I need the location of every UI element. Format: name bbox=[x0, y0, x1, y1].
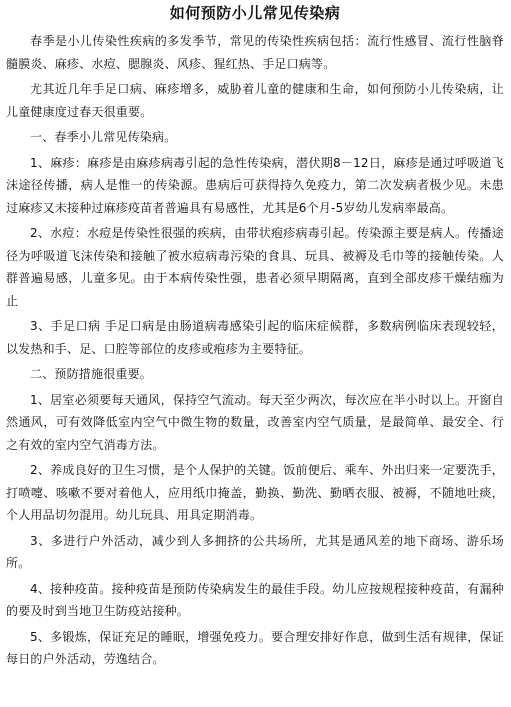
disease-paragraph: 2、水痘：水痘是传染性很强的疾病，由带状疱疹病毒引起。传染源主要是病人。传播途径为呼吸道飞沫传染和接触了被水痘病毒污染的食具、玩具、被褥及毛巾等的接触传染。人群普遍易感，儿童多见。由于本病传染性强，患者必须早期隔离，直到全部皮疹干燥结痂为止 bbox=[6, 226, 504, 308]
section-heading: 一、春季小儿常见传染病。 bbox=[30, 130, 177, 144]
prevention-paragraph: 4、接种疫苗。接种疫苗是预防传染病发生的最佳手段。幼儿应按规程接种疫苗，有漏种的要及时到当地卫生防疫站接种。 bbox=[6, 581, 504, 618]
disease-paragraph: 3、手足口病 手足口病是由肠道病毒感染引起的临床症候群，多数病例临床表现较轻，以发热和手、足、口腔等部位的皮疹或疱疹为主要特征。 bbox=[6, 319, 504, 356]
prevention-paragraph: 3、多进行户外活动，减少到人多拥挤的公共场所，尤其是通风差的地下商场、游乐场所。 bbox=[6, 533, 504, 570]
intro-paragraph: 尤其近几年手足口病、麻疹增多，威胁着儿童的健康和生命，如何预防小儿传染病，让儿童健康度过春天很重要。 bbox=[6, 82, 504, 119]
disease-paragraph: 1、麻疹：麻疹是由麻疹病毒引起的急性传染病，潜伏期8－12日，麻疹是通过呼吸道飞沫途径传播，病人是惟一的传染源。患病后可获得持久免疫力，第二次发病者极少见。未患过麻疹又未接种过麻疹疫苗者普遍具有易感性，尤其是6个月-5岁幼儿发病率最高。 bbox=[6, 155, 504, 215]
intro-paragraph: 春季是小儿传染性疾病的多发季节，常见的传染性疾病包括：流行性感冒、流行性脑脊髓膜炎、麻疹、水痘、腮腺炎、风疹、猩红热、手足口病等。 bbox=[6, 34, 504, 71]
prevention-paragraph: 1、居室必须要每天通风，保持空气流动。每天至少两次，每次应在半小时以上。开窗自然通风，可有效降低室内空气中微生物的数量，改善室内空气质量，是最简单、最安全、行之有效的室内空气消毒方法。 bbox=[6, 392, 504, 452]
document-title: 如何预防小儿常见传染病 bbox=[169, 4, 341, 22]
section-heading: 二、预防措施很重要。 bbox=[30, 367, 153, 381]
prevention-paragraph: 2、养成良好的卫生习惯，是个人保护的关键。饭前便后、乘车、外出归来一定要洗手，打喷嚏、咳嗽不要对着他人，应用纸巾掩盖，勤换、勤洗、勤晒衣服、被褥，不随地吐痰，个人用品切勿混用。幼儿玩具、用具定期消毒。 bbox=[6, 463, 504, 522]
prevention-paragraph: 5、多锻炼，保证充足的睡眠，增强免疫力。要合理安排好作息，做到生活有规律，保证每日的户外活动，劳逸结合。 bbox=[6, 629, 504, 666]
